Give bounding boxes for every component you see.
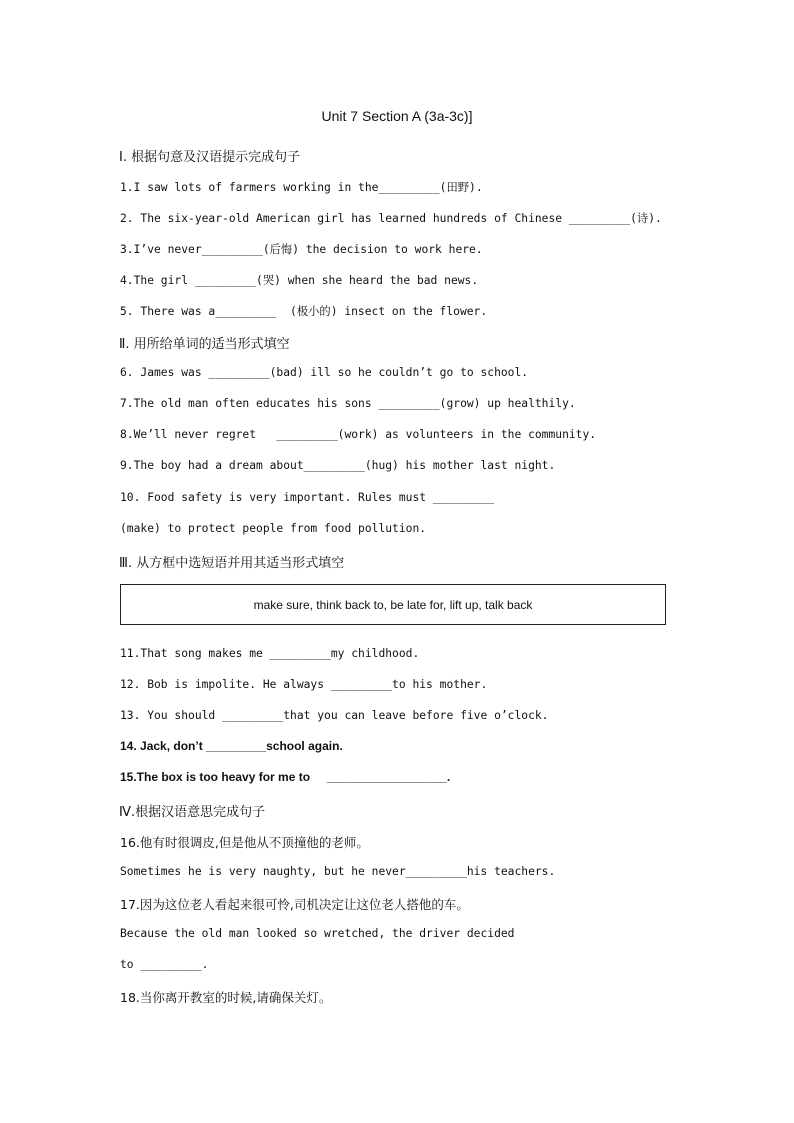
section-2-heading: Ⅱ. 用所给单词的适当形式填空 bbox=[119, 337, 290, 352]
question-10-continued: (make) to protect people from food pollution. bbox=[120, 522, 427, 535]
question-17: 17.因为这位老人看起来很可怜,司机决定让这位老人搭他的车。 bbox=[120, 897, 469, 912]
question-17-answer-continued: to _________. bbox=[120, 958, 209, 971]
question-13: 13. You should _________that you can leave before five o’clock. bbox=[120, 709, 549, 722]
question-16: 16.他有时很调皮,但是他从不顶撞他的老师。 bbox=[120, 835, 369, 850]
page-title: Unit 7 Section A (3a-3c)] bbox=[321, 108, 473, 124]
question-4: 4.The girl _________(哭) when she heard the bad news. bbox=[120, 274, 479, 287]
section-3-heading: Ⅲ. 从方框中选短语并用其适当形式填空 bbox=[119, 556, 345, 571]
question-7: 7.The old man often educates his sons _________(grow) up healthily. bbox=[120, 397, 576, 410]
question-16-answer-line: Sometimes he is very naughty, but he never_________his teachers. bbox=[120, 865, 556, 878]
question-11: 11.That song makes me _________my childhood. bbox=[120, 647, 420, 660]
question-1: 1.I saw lots of farmers working in the_________(田野). bbox=[120, 181, 483, 194]
section-1-heading: Ⅰ. 根据句意及汉语提示完成句子 bbox=[119, 150, 301, 165]
section-4-heading: Ⅳ.根据汉语意思完成句子 bbox=[119, 805, 266, 820]
question-18: 18.当你离开教室的时候,请确保关灯。 bbox=[120, 990, 332, 1005]
question-12: 12. Bob is impolite. He always _________to his mother. bbox=[120, 678, 488, 691]
question-14: 14. Jack, don’t _________school again. bbox=[120, 739, 343, 753]
question-6: 6. James was _________(bad) ill so he couldn’t go to school. bbox=[120, 366, 529, 379]
question-10: 10. Food safety is very important. Rules must _________ bbox=[120, 491, 495, 504]
question-15: 15.The box is too heavy for me to __________________. bbox=[120, 770, 451, 784]
question-9: 9.The boy had a dream about_________(hug) his mother last night. bbox=[120, 459, 556, 472]
question-5: 5. There was a_________ (极小的) insect on the flower. bbox=[120, 305, 488, 318]
question-3: 3.I’ve never_________(后悔) the decision to work here. bbox=[120, 243, 483, 256]
question-8: 8.We’ll never regret _________(work) as volunteers in the community. bbox=[120, 428, 597, 441]
phrase-box: make sure, think back to, be late for, lift up, talk back bbox=[120, 584, 666, 625]
question-17-answer-line: Because the old man looked so wretched, the driver decided bbox=[120, 927, 515, 940]
question-2: 2. The six-year-old American girl has learned hundreds of Chinese _________(诗). bbox=[120, 212, 662, 225]
